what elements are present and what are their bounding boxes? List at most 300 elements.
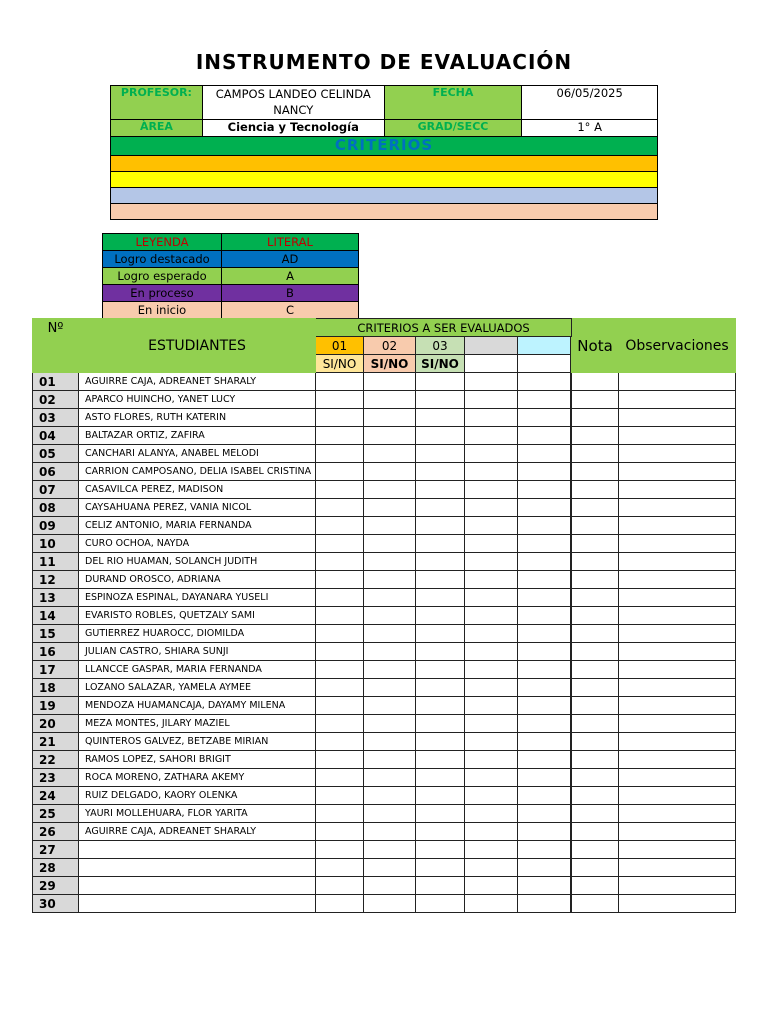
criterion-blank <box>518 337 571 355</box>
grade-cell[interactable] <box>572 499 619 517</box>
grade-cell[interactable] <box>518 661 571 679</box>
grade-cell[interactable] <box>364 679 416 697</box>
student-name: RAMOS LOPEZ, SAHORI BRIGIT <box>79 751 316 769</box>
student-row <box>33 751 736 769</box>
grade-cell[interactable] <box>518 373 571 391</box>
grade-cell[interactable] <box>518 535 571 553</box>
profesor-label: PROFESOR: <box>111 86 203 120</box>
student-row <box>33 607 736 625</box>
grade-cell[interactable] <box>316 661 364 679</box>
sino-blank <box>518 355 571 373</box>
grade-cell[interactable] <box>316 625 364 643</box>
student-row <box>33 877 736 895</box>
student-row <box>33 409 736 427</box>
student-row <box>33 571 736 589</box>
grade-cell[interactable] <box>619 607 736 625</box>
grade-cell[interactable] <box>316 877 364 895</box>
grade-cell[interactable] <box>316 373 364 391</box>
grade-cell[interactable] <box>465 535 518 553</box>
grade-cell[interactable] <box>619 823 736 841</box>
student-row <box>33 823 736 841</box>
grade-cell[interactable] <box>416 535 465 553</box>
grade-cell[interactable] <box>572 805 619 823</box>
grade-cell[interactable] <box>465 877 518 895</box>
grade-cell[interactable] <box>518 823 571 841</box>
student-name: DEL RIO HUAMAN, SOLANCH JUDITH <box>79 553 316 571</box>
student-row <box>33 787 736 805</box>
grade-cell[interactable] <box>364 769 416 787</box>
student-number: 29 <box>33 877 79 895</box>
grade-cell[interactable] <box>316 427 364 445</box>
student-name: LOZANO SALAZAR, YAMELA AYMEE <box>79 679 316 697</box>
student-number: 14 <box>33 607 79 625</box>
student-name: LLANCCE GASPAR, MARIA FERNANDA <box>79 661 316 679</box>
grade-cell[interactable] <box>465 661 518 679</box>
legend-label-esperado: Logro esperado <box>103 268 222 285</box>
grade-cell[interactable] <box>572 715 619 733</box>
grade-cell[interactable] <box>416 643 465 661</box>
grade-cell[interactable] <box>316 445 364 463</box>
grade-cell[interactable] <box>465 391 518 409</box>
student-name: RUIZ DELGADO, KAORY OLENKA <box>79 787 316 805</box>
student-name: CAYSAHUANA PEREZ, VANIA NICOL <box>79 499 316 517</box>
grade-cell[interactable] <box>619 715 736 733</box>
grade-cell[interactable] <box>416 679 465 697</box>
student-row <box>33 589 736 607</box>
grade-cell[interactable] <box>316 751 364 769</box>
grade-cell[interactable] <box>316 697 364 715</box>
grade-cell[interactable] <box>619 751 736 769</box>
nota-header: Nota <box>572 319 619 373</box>
student-name <box>79 895 316 913</box>
grade-cell[interactable] <box>518 463 571 481</box>
criteria-header: CRITERIOS A SER EVALUADOS <box>316 319 572 337</box>
grade-cell[interactable] <box>364 373 416 391</box>
legend-label-inicio: En inicio <box>103 302 222 319</box>
grade-cell[interactable] <box>364 409 416 427</box>
student-row <box>33 769 736 787</box>
grade-cell[interactable] <box>465 805 518 823</box>
student-row <box>33 805 736 823</box>
grade-cell[interactable] <box>465 679 518 697</box>
grade-cell[interactable] <box>465 571 518 589</box>
grade-cell[interactable] <box>364 733 416 751</box>
grade-cell[interactable] <box>465 553 518 571</box>
grade-cell[interactable] <box>619 553 736 571</box>
grade-cell[interactable] <box>518 895 571 913</box>
criterion-blank <box>465 337 518 355</box>
grade-cell[interactable] <box>416 499 465 517</box>
grade-cell[interactable] <box>619 445 736 463</box>
student-name: JULIAN CASTRO, SHIARA SUNJI <box>79 643 316 661</box>
grade-cell[interactable] <box>316 463 364 481</box>
area-value: Ciencia y Tecnología <box>202 120 384 137</box>
student-name: QUINTEROS GALVEZ, BETZABE MIRIAN <box>79 733 316 751</box>
grade-cell[interactable] <box>518 427 571 445</box>
grade-cell[interactable] <box>518 517 571 535</box>
grade-cell[interactable] <box>465 481 518 499</box>
grade-cell[interactable] <box>465 823 518 841</box>
grade-cell[interactable] <box>465 445 518 463</box>
grade-cell[interactable] <box>465 733 518 751</box>
grade-cell[interactable] <box>572 481 619 499</box>
student-row <box>33 445 736 463</box>
grade-cell[interactable] <box>465 499 518 517</box>
grade-cell[interactable] <box>364 697 416 715</box>
student-name: APARCO HUINCHO, YANET LUCY <box>79 391 316 409</box>
grade-cell[interactable] <box>416 877 465 895</box>
grade-cell[interactable] <box>572 859 619 877</box>
grade-cell[interactable] <box>465 589 518 607</box>
grade-cell[interactable] <box>364 751 416 769</box>
grade-cell[interactable] <box>364 517 416 535</box>
grade-cell[interactable] <box>572 535 619 553</box>
grade-cell[interactable] <box>518 589 571 607</box>
grade-cell[interactable] <box>465 373 518 391</box>
grade-cell[interactable] <box>364 391 416 409</box>
grade-cell[interactable] <box>316 571 364 589</box>
grade-cell[interactable] <box>316 535 364 553</box>
student-name: EVARISTO ROBLES, QUETZALY SAMI <box>79 607 316 625</box>
grade-cell[interactable] <box>364 841 416 859</box>
student-row <box>33 733 736 751</box>
grade-cell[interactable] <box>364 805 416 823</box>
grade-cell[interactable] <box>416 373 465 391</box>
grade-cell[interactable] <box>619 373 736 391</box>
student-row <box>33 391 736 409</box>
grade-cell[interactable] <box>572 787 619 805</box>
grade-cell[interactable] <box>416 841 465 859</box>
grade-cell[interactable] <box>364 895 416 913</box>
grade-cell[interactable] <box>416 895 465 913</box>
grade-cell[interactable] <box>619 841 736 859</box>
student-number: 03 <box>33 409 79 427</box>
grade-cell[interactable] <box>416 571 465 589</box>
student-number: 28 <box>33 859 79 877</box>
grade-cell[interactable] <box>518 679 571 697</box>
student-number: 12 <box>33 571 79 589</box>
grade-cell[interactable] <box>364 625 416 643</box>
grade-cell[interactable] <box>416 427 465 445</box>
grade-cell[interactable] <box>465 859 518 877</box>
student-row <box>33 373 736 391</box>
grade-cell[interactable] <box>619 877 736 895</box>
grade-cell[interactable] <box>619 589 736 607</box>
grade-cell[interactable] <box>364 445 416 463</box>
grado-label: GRAD/SECC <box>384 120 522 137</box>
grade-cell[interactable] <box>518 445 571 463</box>
student-name: GUTIERREZ HUAROCC, DIOMILDA <box>79 625 316 643</box>
grade-cell[interactable] <box>416 481 465 499</box>
grade-cell[interactable] <box>364 481 416 499</box>
grade-cell[interactable] <box>316 733 364 751</box>
student-number: 25 <box>33 805 79 823</box>
grade-cell[interactable] <box>364 589 416 607</box>
student-number: 02 <box>33 391 79 409</box>
grade-cell[interactable] <box>572 679 619 697</box>
grade-cell[interactable] <box>465 517 518 535</box>
criterion-blank <box>571 337 572 355</box>
grade-cell[interactable] <box>316 841 364 859</box>
grade-cell[interactable] <box>316 859 364 877</box>
grade-cell[interactable] <box>619 535 736 553</box>
grade-cell[interactable] <box>518 715 571 733</box>
grade-cell[interactable] <box>572 409 619 427</box>
criterio-row <box>111 188 658 204</box>
grade-cell[interactable] <box>572 661 619 679</box>
student-name <box>79 859 316 877</box>
student-number: 13 <box>33 589 79 607</box>
grade-cell[interactable] <box>619 409 736 427</box>
grade-cell[interactable] <box>572 751 619 769</box>
grade-cell[interactable] <box>465 841 518 859</box>
grade-cell[interactable] <box>416 751 465 769</box>
grade-cell[interactable] <box>619 625 736 643</box>
grade-cell[interactable] <box>364 571 416 589</box>
student-name: CASAVILCA PEREZ, MADISON <box>79 481 316 499</box>
grade-cell[interactable] <box>416 769 465 787</box>
grade-cell[interactable] <box>316 409 364 427</box>
grade-cell[interactable] <box>572 769 619 787</box>
student-row <box>33 661 736 679</box>
grade-cell[interactable] <box>364 463 416 481</box>
grade-cell[interactable] <box>518 499 571 517</box>
grade-cell[interactable] <box>364 715 416 733</box>
grade-cell[interactable] <box>572 589 619 607</box>
grade-cell[interactable] <box>416 517 465 535</box>
grade-cell[interactable] <box>465 895 518 913</box>
grade-cell[interactable] <box>416 391 465 409</box>
grade-cell[interactable] <box>572 463 619 481</box>
grade-cell[interactable] <box>416 463 465 481</box>
grade-cell[interactable] <box>518 607 571 625</box>
grade-cell[interactable] <box>518 733 571 751</box>
grade-cell[interactable] <box>364 877 416 895</box>
grade-cell[interactable] <box>518 877 571 895</box>
grade-cell[interactable] <box>619 463 736 481</box>
student-name: DURAND OROSCO, ADRIANA <box>79 571 316 589</box>
student-name: CANCHARI ALANYA, ANABEL MELODI <box>79 445 316 463</box>
criterion-03: 03 <box>416 337 465 355</box>
grade-cell[interactable] <box>572 445 619 463</box>
grade-cell[interactable] <box>316 769 364 787</box>
grade-cell[interactable] <box>416 733 465 751</box>
student-row <box>33 697 736 715</box>
grade-cell[interactable] <box>416 697 465 715</box>
student-number: 15 <box>33 625 79 643</box>
grade-cell[interactable] <box>465 697 518 715</box>
grade-cell[interactable] <box>518 409 571 427</box>
grade-cell[interactable] <box>572 391 619 409</box>
grade-cell[interactable] <box>619 679 736 697</box>
grade-cell[interactable] <box>572 733 619 751</box>
student-row <box>33 643 736 661</box>
student-row <box>33 895 736 913</box>
grade-cell[interactable] <box>465 769 518 787</box>
grade-cell[interactable] <box>619 571 736 589</box>
student-row <box>33 625 736 643</box>
grade-cell[interactable] <box>364 499 416 517</box>
student-number: 06 <box>33 463 79 481</box>
student-number: 22 <box>33 751 79 769</box>
grade-cell[interactable] <box>416 553 465 571</box>
grade-cell[interactable] <box>416 859 465 877</box>
grade-cell[interactable] <box>619 499 736 517</box>
grade-cell[interactable] <box>572 373 619 391</box>
grade-cell[interactable] <box>619 427 736 445</box>
student-number: 17 <box>33 661 79 679</box>
grade-cell[interactable] <box>518 643 571 661</box>
grade-cell[interactable] <box>572 553 619 571</box>
grade-cell[interactable] <box>316 805 364 823</box>
grade-cell[interactable] <box>416 445 465 463</box>
grado-value: 1° A <box>522 120 658 137</box>
student-name: MENDOZA HUAMANCAJA, DAYAMY MILENA <box>79 697 316 715</box>
grade-cell[interactable] <box>364 859 416 877</box>
grade-cell[interactable] <box>619 895 736 913</box>
grade-cell[interactable] <box>572 697 619 715</box>
grade-cell[interactable] <box>518 859 571 877</box>
grade-cell[interactable] <box>316 787 364 805</box>
grade-cell[interactable] <box>619 859 736 877</box>
grade-cell[interactable] <box>518 625 571 643</box>
grade-cell[interactable] <box>416 607 465 625</box>
student-row <box>33 715 736 733</box>
grade-cell[interactable] <box>316 715 364 733</box>
grade-cell[interactable] <box>416 625 465 643</box>
grade-cell[interactable] <box>316 895 364 913</box>
grade-cell[interactable] <box>518 391 571 409</box>
student-name: CELIZ ANTONIO, MARIA FERNANDA <box>79 517 316 535</box>
grade-cell[interactable] <box>619 517 736 535</box>
grade-cell[interactable] <box>619 805 736 823</box>
grade-cell[interactable] <box>518 697 571 715</box>
grade-cell[interactable] <box>316 391 364 409</box>
legend-col-leyenda: LEYENDA <box>103 234 222 251</box>
grade-cell[interactable] <box>518 805 571 823</box>
grade-cell[interactable] <box>316 679 364 697</box>
grade-cell[interactable] <box>619 661 736 679</box>
grade-cell[interactable] <box>572 643 619 661</box>
grade-cell[interactable] <box>572 571 619 589</box>
grade-cell[interactable] <box>619 391 736 409</box>
student-name: CURO OCHOA, NAYDA <box>79 535 316 553</box>
student-name: BALTAZAR ORTIZ, ZAFIRA <box>79 427 316 445</box>
grade-cell[interactable] <box>465 643 518 661</box>
grade-cell[interactable] <box>364 607 416 625</box>
grade-cell[interactable] <box>465 427 518 445</box>
grade-cell[interactable] <box>416 589 465 607</box>
grade-cell[interactable] <box>619 643 736 661</box>
grade-cell[interactable] <box>364 553 416 571</box>
grade-cell[interactable] <box>416 409 465 427</box>
legend-literal-a: A <box>222 268 359 285</box>
grade-cell[interactable] <box>416 715 465 733</box>
grade-cell[interactable] <box>416 805 465 823</box>
grade-cell[interactable] <box>416 661 465 679</box>
fecha-value: 06/05/2025 <box>522 86 658 120</box>
grade-cell[interactable] <box>518 481 571 499</box>
grade-cell[interactable] <box>416 787 465 805</box>
student-name: AGUIRRE CAJA, ADREANET SHARALY <box>79 823 316 841</box>
grade-cell[interactable] <box>364 535 416 553</box>
grade-cell[interactable] <box>619 733 736 751</box>
students-header: ESTUDIANTES <box>79 319 316 373</box>
criterion-01: 01 <box>316 337 364 355</box>
grade-cell[interactable] <box>316 553 364 571</box>
grade-cell[interactable] <box>518 571 571 589</box>
grade-cell[interactable] <box>416 823 465 841</box>
grade-cell[interactable] <box>364 427 416 445</box>
student-name: ASTO FLORES, RUTH KATERIN <box>79 409 316 427</box>
student-row <box>33 859 736 877</box>
grade-cell[interactable] <box>619 481 736 499</box>
student-row <box>33 535 736 553</box>
student-number: 24 <box>33 787 79 805</box>
grade-cell[interactable] <box>619 787 736 805</box>
grade-cell[interactable] <box>364 787 416 805</box>
student-number: 23 <box>33 769 79 787</box>
grade-cell[interactable] <box>316 823 364 841</box>
students-table <box>32 318 736 913</box>
grade-cell[interactable] <box>518 751 571 769</box>
student-name: ROCA MORENO, ZATHARA AKEMY <box>79 769 316 787</box>
grade-cell[interactable] <box>465 463 518 481</box>
grade-cell[interactable] <box>572 625 619 643</box>
student-name: MEZA MONTES, JILARY MAZIEL <box>79 715 316 733</box>
num-header: Nº <box>33 319 79 373</box>
grade-cell[interactable] <box>572 607 619 625</box>
grade-cell[interactable] <box>572 841 619 859</box>
grade-cell[interactable] <box>518 769 571 787</box>
student-row <box>33 499 736 517</box>
student-row <box>33 841 736 859</box>
grade-cell[interactable] <box>465 409 518 427</box>
student-name <box>79 841 316 859</box>
student-row <box>33 553 736 571</box>
grade-cell[interactable] <box>518 787 571 805</box>
grade-cell[interactable] <box>619 697 736 715</box>
grade-cell[interactable] <box>316 499 364 517</box>
student-number: 30 <box>33 895 79 913</box>
grade-cell[interactable] <box>465 607 518 625</box>
grade-cell[interactable] <box>465 715 518 733</box>
legend-literal-c: C <box>222 302 359 319</box>
grade-cell[interactable] <box>518 553 571 571</box>
grade-cell[interactable] <box>619 769 736 787</box>
grade-cell[interactable] <box>572 895 619 913</box>
grade-cell[interactable] <box>518 841 571 859</box>
grade-cell[interactable] <box>465 751 518 769</box>
grade-cell[interactable] <box>465 625 518 643</box>
grade-cell[interactable] <box>364 823 416 841</box>
grade-cell[interactable] <box>572 877 619 895</box>
grade-cell[interactable] <box>364 643 416 661</box>
grade-cell[interactable] <box>572 517 619 535</box>
criterio-row <box>111 156 658 172</box>
grade-cell[interactable] <box>316 517 364 535</box>
grade-cell[interactable] <box>316 481 364 499</box>
grade-cell[interactable] <box>572 823 619 841</box>
grade-cell[interactable] <box>316 607 364 625</box>
grade-cell[interactable] <box>465 787 518 805</box>
student-number: 05 <box>33 445 79 463</box>
grade-cell[interactable] <box>316 643 364 661</box>
grade-cell[interactable] <box>316 589 364 607</box>
criterio-row <box>111 204 658 220</box>
grade-cell[interactable] <box>364 661 416 679</box>
grade-cell[interactable] <box>572 427 619 445</box>
